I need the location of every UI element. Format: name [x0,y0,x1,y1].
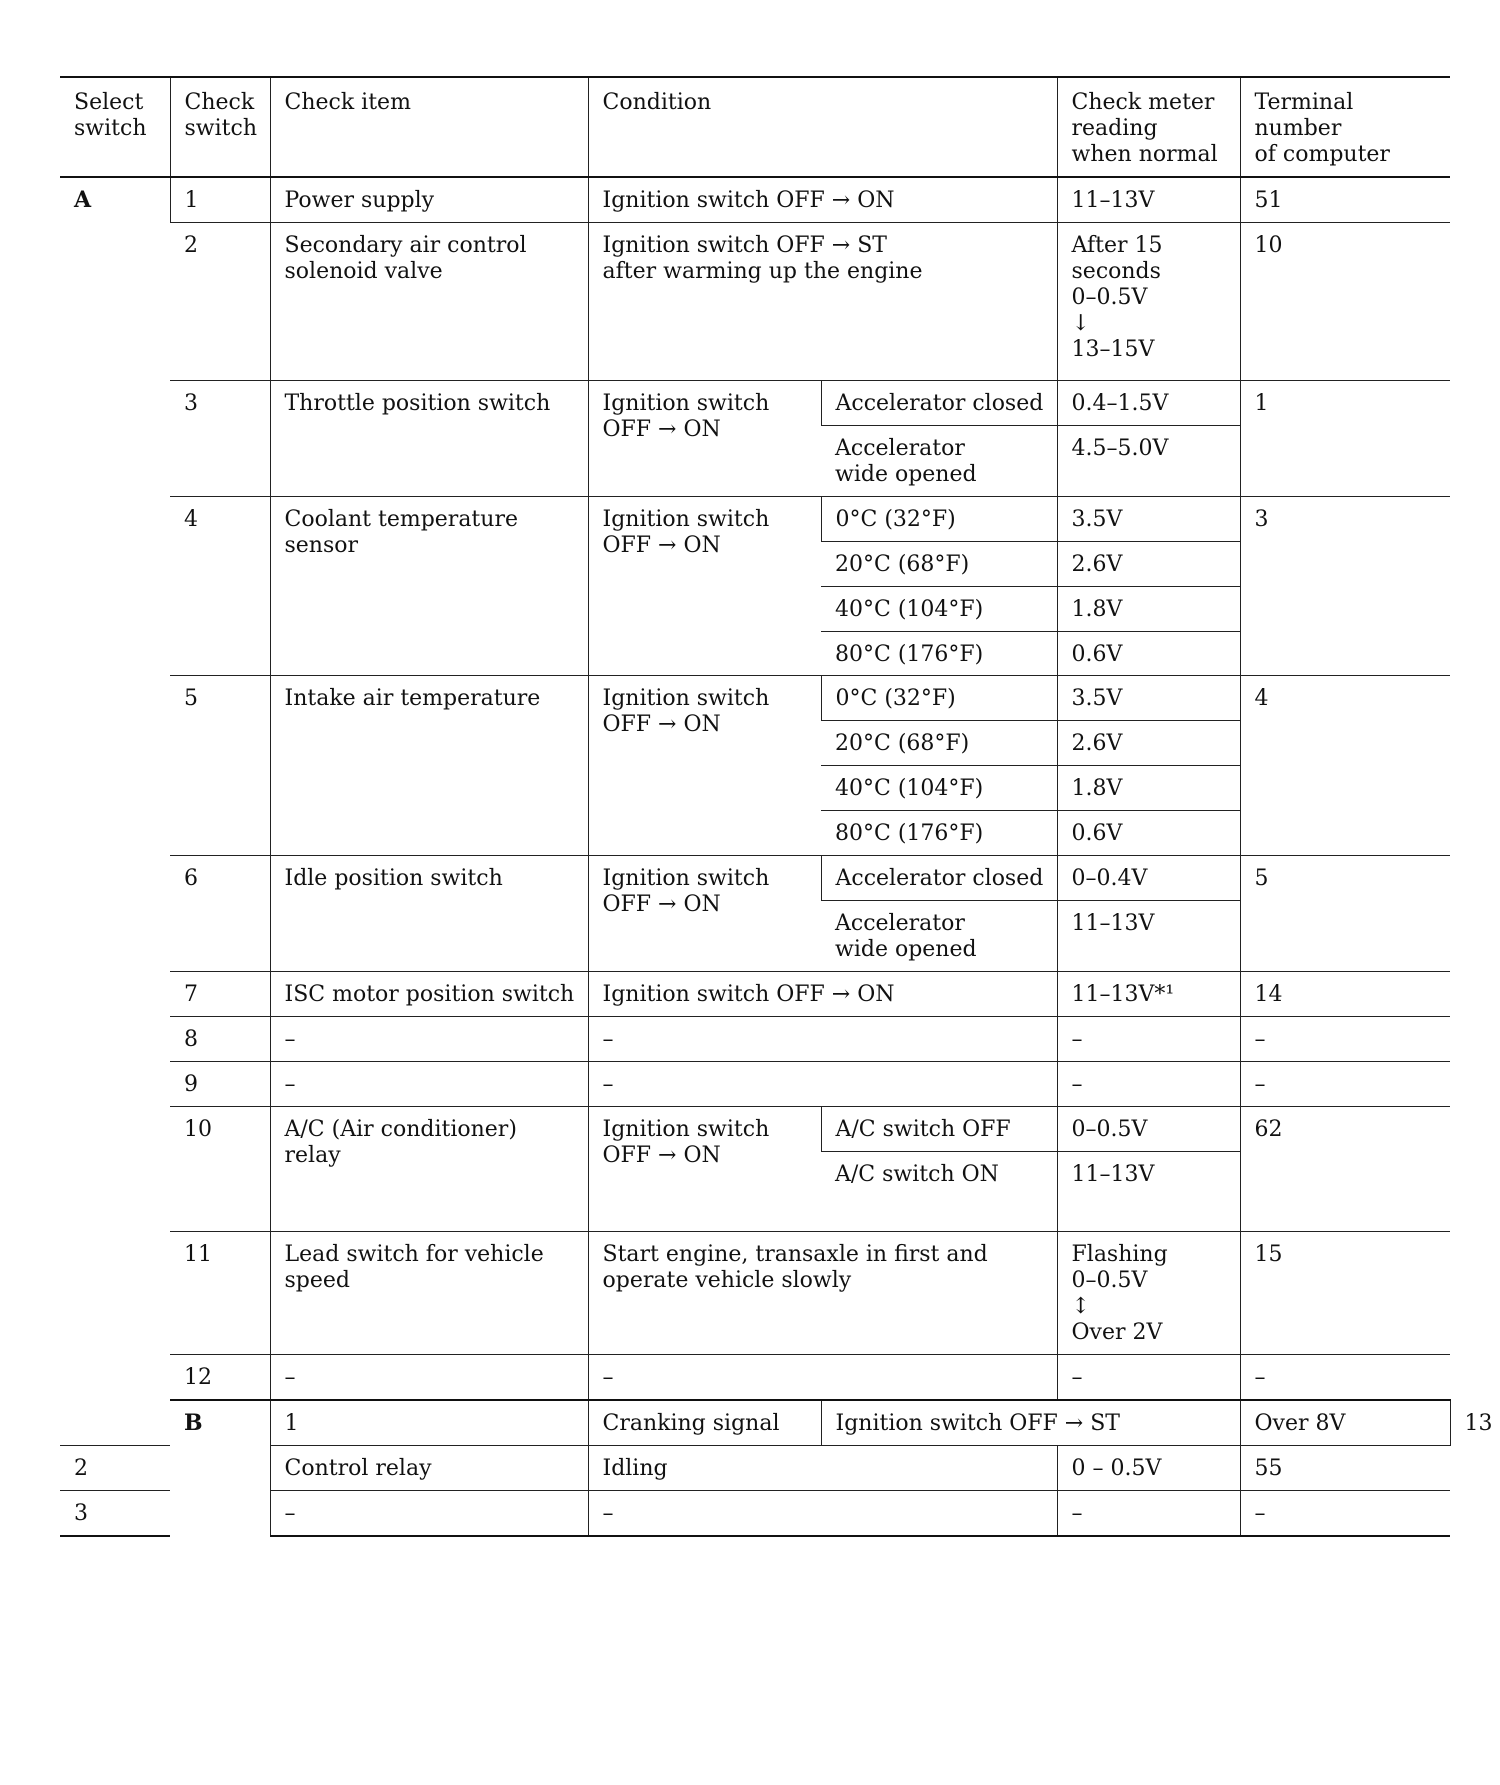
condition: Ignition switch OFF → ON [588,972,1057,1017]
check-item: – [270,1354,588,1399]
meter-reading: 0–0.5V [1057,1107,1240,1152]
terminal-number: 14 [1240,972,1450,1017]
check-switch: 12 [170,1354,270,1399]
table-row [60,1017,1450,1062]
terminal-number: – [1240,1354,1450,1399]
meter-reading: – [1057,1490,1240,1535]
terminal-number: 51 [1240,177,1450,222]
sub-condition: Accelerator wide opened [821,425,1057,496]
sub-condition: 80°C (176°F) [821,811,1057,856]
check-switch: 3 [170,380,270,496]
header-condition: Condition [588,77,1057,177]
meter-reading: 1.8V [1057,586,1240,631]
check-item: Lead switch for vehicle speed [270,1231,588,1354]
check-switch: 6 [170,856,270,972]
terminal-number: 62 [1240,1107,1450,1232]
check-item: A/C (Air conditioner) relay [270,1107,588,1232]
terminal-number: 4 [1240,676,1450,856]
meter-reading: 0.6V [1057,631,1240,676]
meter-reading: 2.6V [1057,721,1240,766]
condition: Idling [588,1445,1057,1490]
check-switch: 10 [170,1107,270,1232]
check-switch: 2 [170,222,270,380]
meter-reading: 0 – 0.5V [1057,1445,1240,1490]
condition: Ignition switch OFF → ON [588,177,1057,222]
header-check-switch: Check switch [170,77,270,177]
meter-reading: 0.4–1.5V [1057,380,1240,425]
table-row [60,177,1450,222]
sub-condition: Accelerator wide opened [821,901,1057,972]
condition: Ignition switch OFF → ON [588,380,821,496]
meter-reading: After 15 seconds 0–0.5V ↓ 13–15V [1057,222,1240,380]
check-item: Secondary air control solenoid valve [270,222,588,380]
table-row [60,222,1450,380]
table-row [60,676,1450,721]
sub-condition: Accelerator closed [821,380,1057,425]
terminal-number: 1 [1240,380,1450,496]
meter-reading: 11–13V [1057,901,1240,972]
condition: Ignition switch OFF → ON [588,496,821,676]
table-row [60,856,1450,901]
meter-reading: – [1057,1062,1240,1107]
table-row: B 1 Cranking signal Ignition switch OFF → ST Over 8V 13 [60,1400,1450,1445]
meter-reading: 3.5V [1057,676,1240,721]
check-switch: 1 [270,1400,588,1445]
meter-reading: 11–13V*¹ [1057,972,1240,1017]
terminal-number: 55 [1240,1445,1450,1490]
header-meter-reading: Check meter reading when normal [1057,77,1240,177]
terminal-number: 10 [1240,222,1450,380]
terminal-number: – [1240,1490,1450,1535]
check-switch: 7 [170,972,270,1017]
condition: Ignition switch OFF → ST after warming up the engine [588,222,1057,380]
check-item: Cranking signal [588,1400,821,1445]
check-item: ISC motor position switch [270,972,588,1017]
meter-reading: – [1057,1017,1240,1062]
sub-condition: 80°C (176°F) [821,631,1057,676]
sub-condition: 0°C (32°F) [821,676,1057,721]
check-item: Intake air temperature [270,676,588,856]
sub-condition: A/C switch OFF [821,1107,1057,1152]
meter-reading: – [1057,1354,1240,1399]
header-select-switch: Select switch [60,77,170,177]
diagnosis-check-table [60,76,1493,1537]
sub-condition: 40°C (104°F) [821,766,1057,811]
check-item: Idle position switch [270,856,588,972]
condition: Ignition switch OFF → ON [588,856,821,972]
condition: – [588,1354,1057,1399]
meter-reading: 1.8V [1057,766,1240,811]
sub-condition: 0°C (32°F) [821,496,1057,541]
table-row [60,380,1450,425]
terminal-number: – [1240,1062,1450,1107]
sub-condition: 20°C (68°F) [821,541,1057,586]
table-row [60,496,1450,541]
header-check-item: Check item [270,77,588,177]
meter-reading: 3.5V [1057,496,1240,541]
check-switch: 8 [170,1017,270,1062]
sub-condition: A/C switch ON [821,1151,1057,1231]
meter-reading: Flashing 0–0.5V ↕ Over 2V [1057,1231,1240,1354]
terminal-number: – [1240,1017,1450,1062]
meter-reading: 4.5–5.0V [1057,425,1240,496]
select-switch-a: A [74,186,92,213]
check-switch: 3 [60,1490,170,1535]
check-item: – [270,1017,588,1062]
terminal-number: 15 [1240,1231,1450,1354]
meter-reading: 11–13V [1057,177,1240,222]
condition: Start engine, transaxle in first and operate vehicle slowly [588,1231,1057,1354]
terminal-number: 5 [1240,856,1450,972]
check-item: Coolant temperature sensor [270,496,588,676]
meter-reading: 0.6V [1057,811,1240,856]
check-switch: 1 [170,177,270,222]
terminal-number: 3 [1240,496,1450,676]
sub-condition: Accelerator closed [821,856,1057,901]
condition: – [588,1062,1057,1107]
condition: – [588,1017,1057,1062]
table-row [60,1062,1450,1107]
check-item: – [270,1490,588,1535]
check-item: Control relay [270,1445,588,1490]
sub-condition: 20°C (68°F) [821,721,1057,766]
condition: – [588,1490,1057,1535]
sub-condition: 40°C (104°F) [821,586,1057,631]
condition: Ignition switch OFF → ST [821,1400,1240,1445]
condition: Ignition switch OFF → ON [588,1107,821,1232]
check-switch: 9 [170,1062,270,1107]
meter-reading: 2.6V [1057,541,1240,586]
table-row [60,1354,1450,1399]
check-switch: 5 [170,676,270,856]
header-row [60,77,1450,177]
check-item: – [270,1062,588,1107]
check-item: Power supply [270,177,588,222]
meter-reading: Over 8V [1240,1400,1450,1445]
check-switch: 2 [60,1445,170,1490]
table-row [60,1107,1450,1152]
meter-reading: 11–13V [1057,1151,1240,1231]
meter-reading: 0–0.4V [1057,856,1240,901]
header-terminal-number: Terminal number of computer [1240,77,1450,177]
check-switch: 11 [170,1231,270,1354]
check-switch: 4 [170,496,270,676]
condition: Ignition switch OFF → ON [588,676,821,856]
check-item: Throttle position switch [270,380,588,496]
select-switch-b: B [170,1400,270,1536]
table-row [60,1231,1450,1354]
table-row [60,972,1450,1017]
